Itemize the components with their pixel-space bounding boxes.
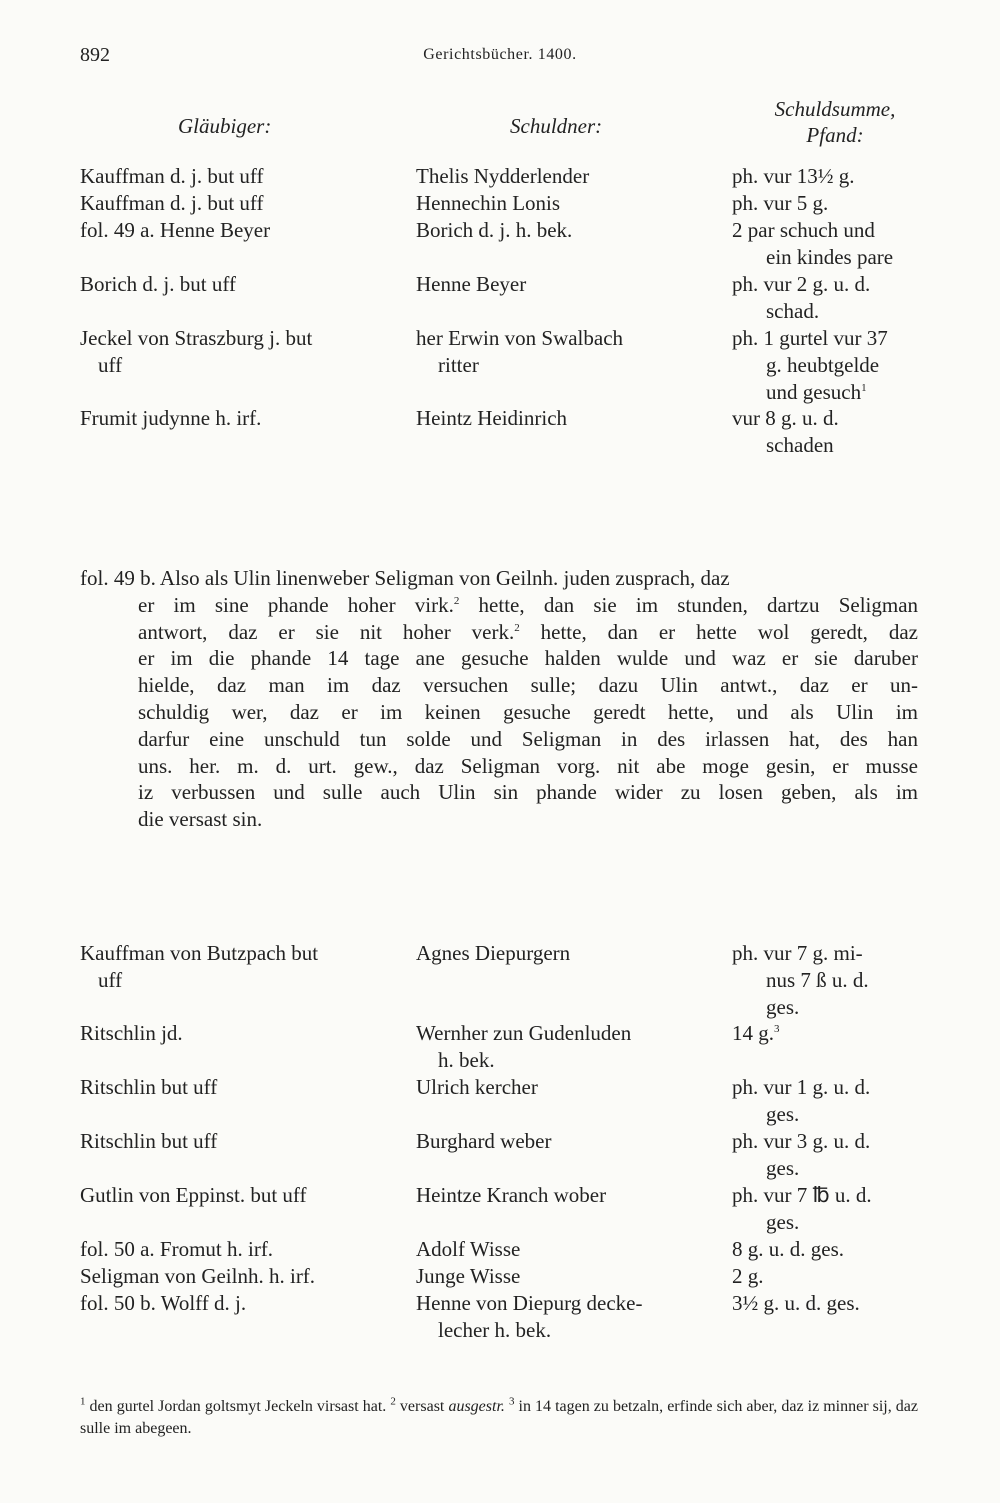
creditor-cell: fol. 50 b. Wolff d. j. [80, 1291, 247, 1315]
amount-continuation [732, 379, 920, 406]
paragraph-line: schuldig wer, daz er im keinen gesuche geredt hette, und als Ulin im [138, 699, 918, 724]
amount-cell [732, 325, 920, 405]
footnote-number: 3 [508, 1395, 515, 1408]
ledger-row [80, 1182, 920, 1236]
amount-cell: 8 g. u. d. ges. [732, 1237, 844, 1261]
paragraph-line: antwort, daz er sie nit hoher verk.$^2$ hette, dan er hette wol geredt, daz [138, 619, 918, 644]
paragraph-line: hielde, daz man im daz versuchen sulle; dazu Ulin antwt., daz er un- [138, 673, 918, 698]
amount-continuation: ein kindes pare [766, 244, 894, 269]
debtor-cell [416, 325, 706, 379]
creditor-cell [80, 940, 392, 994]
amount-line: vur 8 g. u. d. [732, 406, 839, 430]
paragraph-line: er im die phande 14 tage ane gesuche halden wulde und waz er sie daruber [138, 646, 918, 671]
amount-cell [732, 217, 920, 271]
debtor-line: her Erwin von Swalbach [416, 326, 624, 350]
footnote-ref: 2 [453, 594, 460, 607]
creditor-cell: Kauffman d. j. but uff [80, 191, 264, 215]
running-title: Gerichtsbücher. 1400. [423, 46, 577, 63]
creditor-continuation: uff [98, 967, 123, 992]
footnote-ref: 1 [861, 381, 867, 394]
amount-line: ph. vur 2 g. u. d. [732, 272, 871, 296]
ledger-row [80, 163, 920, 190]
ledger-row [80, 1263, 920, 1290]
creditor-line: Kauffman von Butzpach but [80, 941, 319, 965]
footnote-text: in 14 tagen zu betzaln, erfinde sich aber, daz iz minner sij, daz sulle im abegeen. [80, 1398, 918, 1437]
debtor-cell: Henne Beyer [416, 272, 527, 296]
paragraph-line: fol. 49 b. Also als Ulin linenweber Seligman von Geilnh. juden zusprach, daz [80, 566, 730, 590]
running-head [80, 44, 920, 74]
footnote-text: den gurtel Jordan goltsmyt Jeckeln virsast hat. [85, 1398, 387, 1415]
debtor-continuation: ritter [438, 352, 479, 377]
paragraph-line: er im sine phande hoher virk.$^2$ hette, dan sie im stunden, dartzu Seligman [138, 592, 919, 617]
amount-continuation: g. heubtgelde [766, 352, 880, 377]
ledger-row [80, 405, 920, 459]
amount-continuation: schad. [766, 298, 820, 323]
debtor-continuation: h. bek. [438, 1047, 495, 1072]
creditor-cell: Borich d. j. but uff [80, 272, 236, 296]
debtor-column-heading: Schuldner: [510, 114, 603, 138]
footnote-number: 1 [80, 1395, 86, 1408]
debtor-cell: Adolf Wisse [416, 1237, 521, 1261]
amount-cell: 2 g. [732, 1264, 764, 1288]
amount-heading-line2: Pfand: [806, 123, 864, 147]
footnote-number: 2 [390, 1395, 396, 1408]
debtor-cell: Burghard weber [416, 1129, 552, 1153]
amount-cell: ph. vur 13½ g. [732, 164, 855, 188]
amount-cell [732, 940, 920, 1020]
ledger-row [80, 1128, 920, 1182]
ledger-row [80, 217, 920, 271]
amount-line: ph. vur 7 g. mi- [732, 941, 863, 965]
debtor-cell: Heintze Kranch wober [416, 1183, 607, 1207]
amount-cell [732, 1020, 920, 1047]
debtor-cell [416, 1290, 706, 1344]
amount-line: 2 par schuch und [732, 218, 875, 242]
amount-cell: 3½ g. u. d. ges. [732, 1291, 860, 1315]
footnotes [80, 1396, 918, 1440]
footnote-italic-text: ausgestr. [448, 1398, 505, 1415]
amount-continuation: schaden [766, 432, 834, 457]
creditor-cell: Kauffman d. j. but uff [80, 164, 264, 188]
creditor-cell [80, 325, 392, 379]
creditor-cell: Gutlin von Eppinst. but uff [80, 1183, 307, 1207]
debtor-cell [416, 1020, 706, 1074]
amount-line: ph. vur 7 ℔ u. d. [732, 1183, 872, 1207]
creditor-cell: Seligman von Geilnh. h. irf. [80, 1264, 316, 1288]
paragraph-line: darfur eine unschuld tun solde und Seligman in des irlassen hat, des han [138, 726, 918, 751]
debtor-continuation: lecher h. bek. [438, 1317, 552, 1342]
amount-text: 14 g. [732, 1021, 774, 1045]
creditor-cell: Ritschlin but uff [80, 1129, 218, 1153]
court-entry-paragraph [80, 565, 918, 833]
debtor-cell: Thelis Nydderlender [416, 164, 590, 188]
amount-cell [732, 405, 920, 459]
creditor-line: Jeckel von Straszburg j. but [80, 326, 313, 350]
amount-line: ph. vur 1 g. u. d. [732, 1075, 871, 1099]
amount-heading-line1: Schuldsumme, [774, 97, 896, 121]
footnote-text: versast [395, 1398, 449, 1415]
debtor-cell: Borich d. j. h. bek. [416, 218, 573, 242]
ledger-block-2 [80, 940, 920, 1344]
ledger-row [80, 1290, 920, 1344]
creditor-column-heading: Gläubiger: [178, 114, 272, 138]
amount-continuation: ges. [766, 1101, 800, 1126]
debtor-cell: Hennechin Lonis [416, 191, 561, 215]
creditor-cell: Ritschlin but uff [80, 1075, 218, 1099]
amount-line: ph. vur 3 g. u. d. [732, 1129, 871, 1153]
ledger-row [80, 1074, 920, 1128]
page-number: 892 [80, 44, 110, 66]
creditor-cell: fol. 49 a. Henne Beyer [80, 218, 271, 242]
debtor-line: Henne von Diepurg decke- [416, 1291, 643, 1315]
ledger-row [80, 271, 920, 325]
ledger-row [80, 940, 920, 1020]
amount-cell [732, 1128, 920, 1182]
amount-continuation: ges. [766, 1209, 800, 1234]
amount-continuation: ges. [766, 1155, 800, 1180]
paragraph-line: die versast sin. [138, 807, 263, 832]
paragraph-line: uns. her. m. d. urt. gew., daz Seligman vorg. nit abe moge gesin, er musse [138, 753, 918, 778]
creditor-cell: Ritschlin jd. [80, 1021, 183, 1045]
ledger-row [80, 325, 920, 405]
debtor-cell: Ulrich kercher [416, 1075, 538, 1099]
footnote-ref: 3 [774, 1023, 780, 1035]
debtor-cell: Junge Wisse [416, 1264, 521, 1288]
amount-cell: ph. vur 5 g. [732, 191, 829, 215]
debtor-line: Wernher zun Gudenluden [416, 1021, 632, 1045]
ledger-row [80, 190, 920, 217]
amount-line: ph. 1 gurtel vur 37 [732, 326, 888, 350]
amount-continuation: ges. [766, 994, 800, 1019]
creditor-cell: fol. 50 a. Fromut h. irf. [80, 1237, 274, 1261]
amount-cell [732, 1182, 920, 1236]
creditor-cell: Frumit judynne h. irf. [80, 406, 262, 430]
amount-text: und gesuch [766, 379, 862, 404]
creditor-continuation: uff [98, 352, 123, 377]
debtor-cell: Agnes Diepurgern [416, 941, 571, 965]
ledger-block-1 [80, 163, 920, 459]
footnote-ref: 2 [514, 621, 520, 634]
amount-continuation: nus 7 ß u. d. [766, 967, 869, 992]
ledger-row [80, 1020, 920, 1074]
paragraph-line: iz verbussen und sulle auch Ulin sin phande wider zu losen geben, als im [138, 780, 918, 805]
column-headers [80, 96, 920, 156]
debtor-cell: Heintz Heidinrich [416, 406, 568, 430]
ledger-row [80, 1236, 920, 1263]
amount-cell [732, 271, 920, 325]
amount-column-heading [750, 96, 920, 148]
amount-cell [732, 1074, 920, 1128]
